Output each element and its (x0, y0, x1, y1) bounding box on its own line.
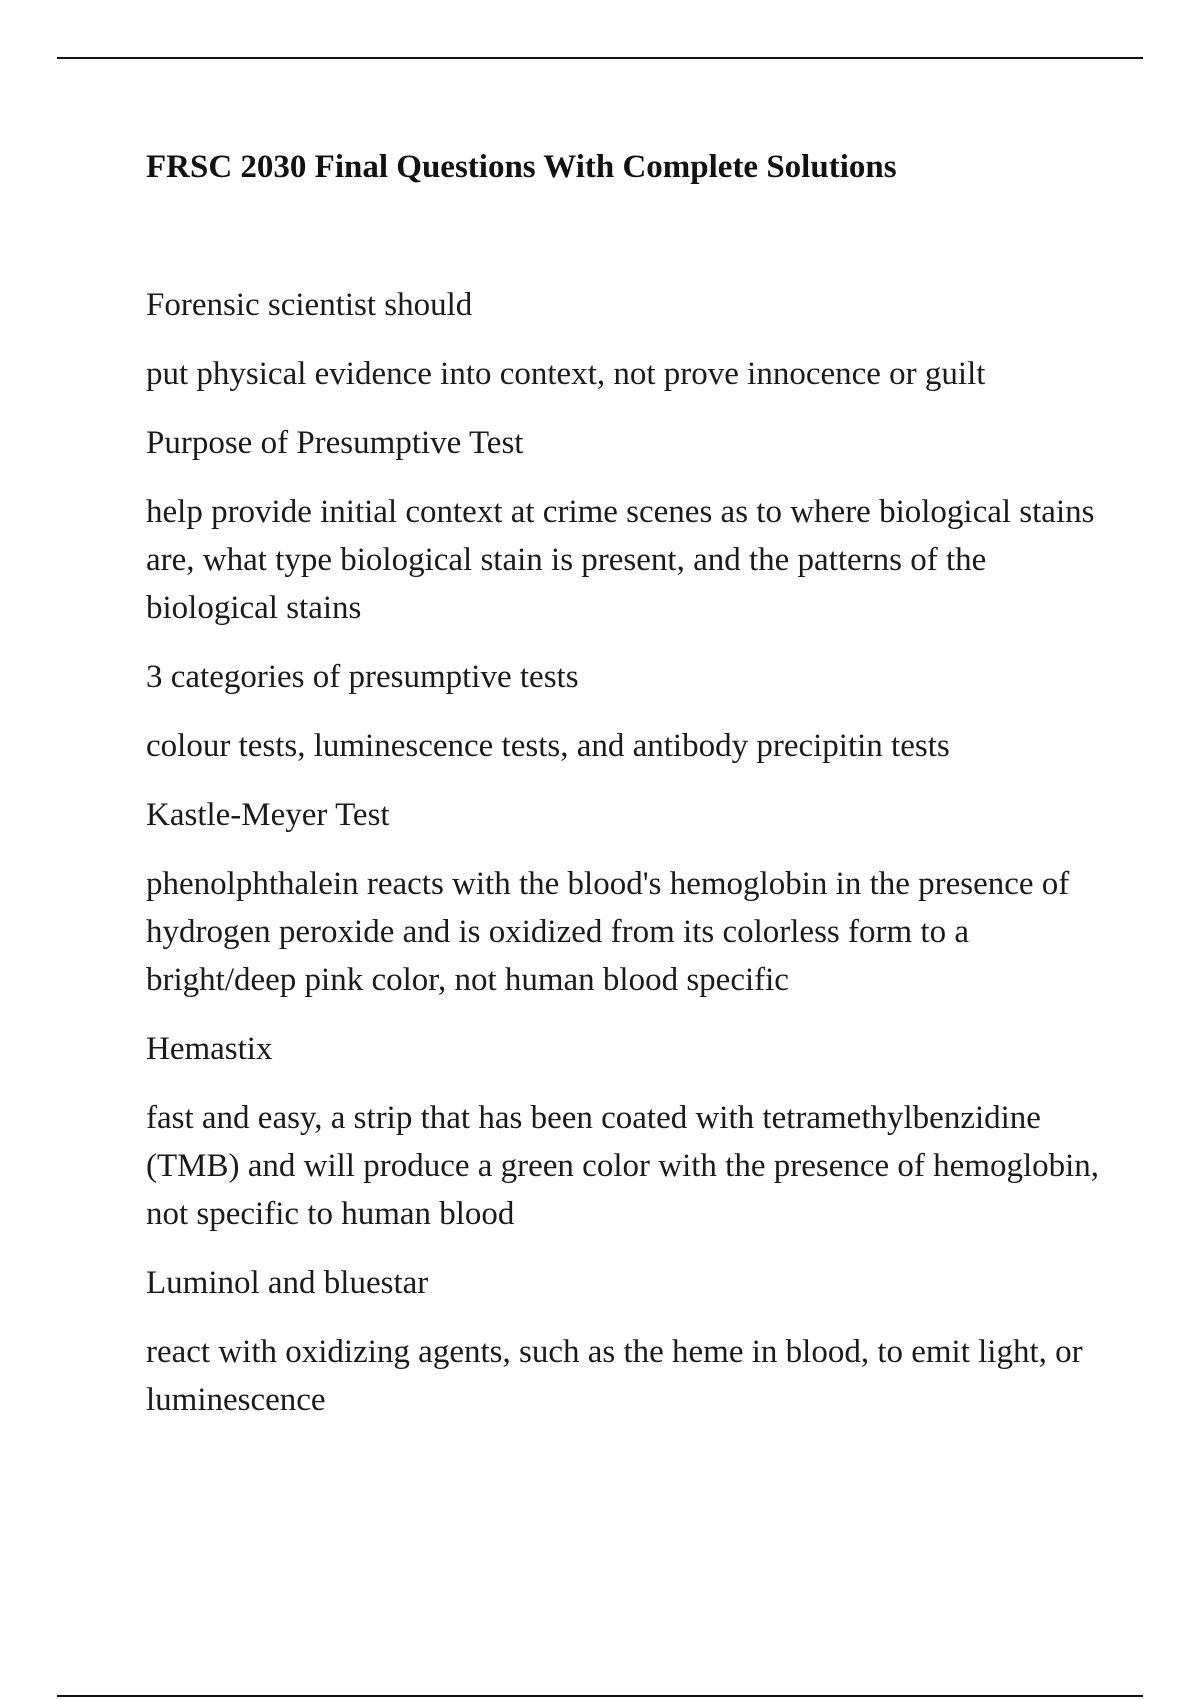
qa-item (146, 281, 1106, 398)
qa-list (146, 281, 1106, 1424)
answer-text: colour tests, luminescence tests, and antibody precipitin tests (146, 728, 950, 764)
answer-text: put physical evidence into context, not prove innocence or guilt (146, 356, 986, 392)
question-text: Forensic scientist should (146, 287, 473, 323)
qa-item (146, 1259, 1106, 1424)
document-title: FRSC 2030 Final Questions With Complete Solutions (146, 149, 897, 185)
question-text: Kastle-Meyer Test (146, 797, 390, 833)
qa-item (146, 791, 1106, 1004)
qa-item (146, 419, 1106, 632)
question-text: Luminol and bluestar (146, 1265, 429, 1301)
qa-item (146, 653, 1106, 770)
top-divider (57, 57, 1143, 59)
qa-item (146, 1025, 1106, 1238)
bottom-divider (57, 1695, 1143, 1697)
answer-text: phenolphthalein reacts with the blood's hemoglobin in the presence of hydrogen peroxide and is oxidized from its colorless form to a bright/deep pink color, not human blood specific (146, 866, 1070, 998)
question-text: 3 categories of presumptive tests (146, 659, 579, 695)
question-text: Hemastix (146, 1031, 273, 1067)
document-body (146, 145, 1106, 1445)
question-text: Purpose of Presumptive Test (146, 425, 524, 461)
answer-text: react with oxidizing agents, such as the heme in blood, to emit light, or luminescence (146, 1334, 1083, 1418)
answer-text: help provide initial context at crime scenes as to where biological stains are, what type biological stain is present, and the patterns of the biological stains (146, 494, 1095, 626)
answer-text: fast and easy, a strip that has been coated with tetramethylbenzidine (TMB) and will produce a green color with the presence of hemoglobin, not specific to human blood (146, 1100, 1100, 1232)
